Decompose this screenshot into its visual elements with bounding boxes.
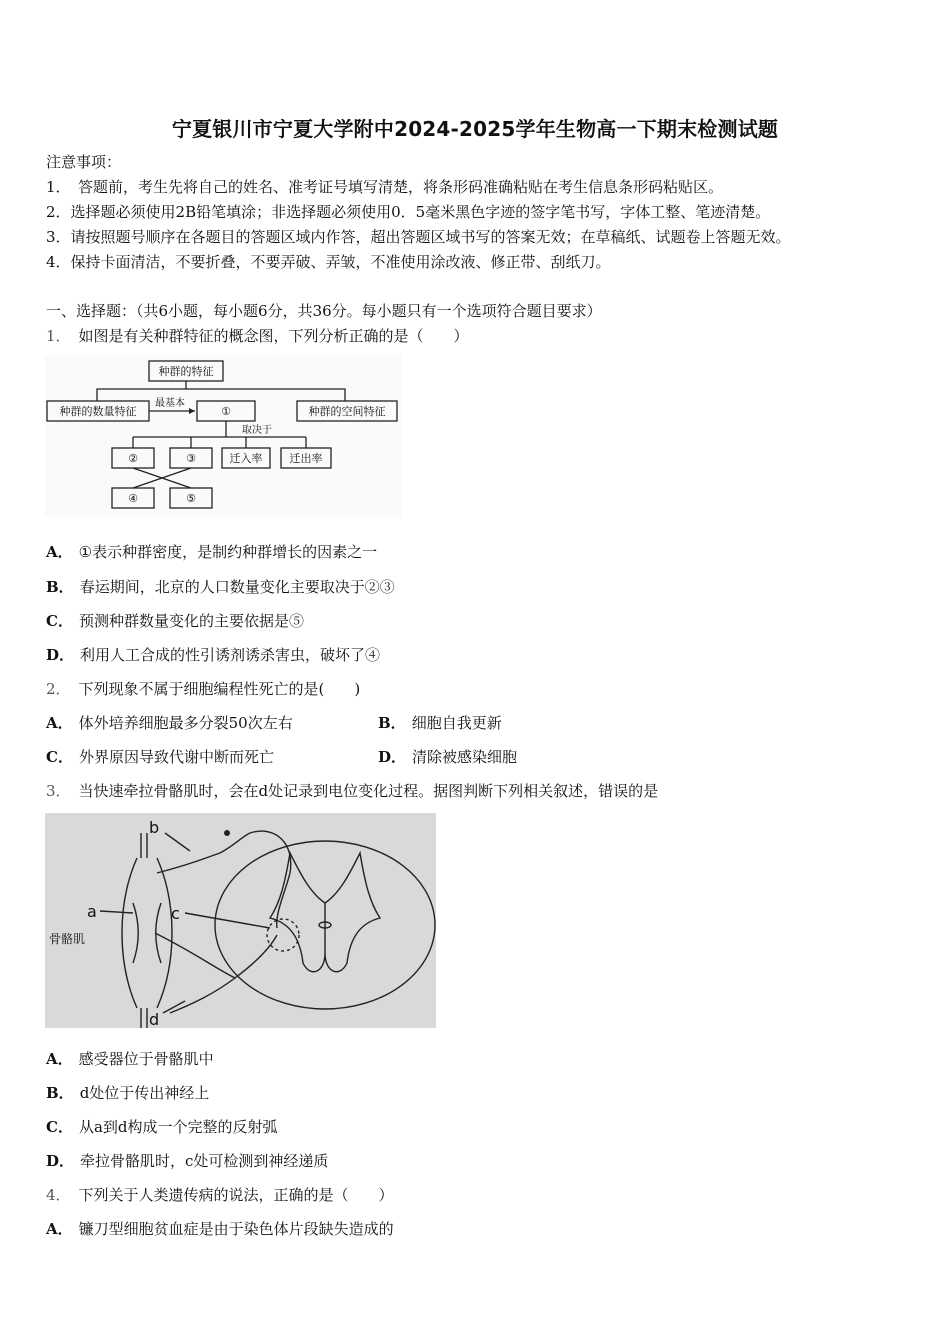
diagram-center-label: ① — [221, 405, 231, 418]
q3-option-c: C． 从a到d构成一个完整的反射弧 — [46, 1118, 278, 1136]
question-number: 3． — [46, 782, 71, 800]
question-text: 当快速牵拉骨骼肌时，会在d处记录到电位变化过程。据图判断下列相关叙述，错误的是 — [78, 782, 659, 800]
page-title: 宁夏银川市宁夏大学附中2024-2025学年生物高一下期末检测试题 — [171, 117, 779, 141]
reflex-arc-figure — [45, 813, 436, 1028]
notice-item: 4．保持卡面清洁，不要折叠，不要弄破、弄皱，不准使用涂改液、修正带、刮纸刀。 — [46, 253, 611, 271]
q1-option-b: B． 春运期间，北京的人口数量变化主要取决于②③ — [46, 578, 395, 596]
q2-option-a: A． 体外培养细胞最多分裂50次左右 — [46, 714, 293, 732]
q2-option-b: B． 细胞自我更新 — [378, 714, 502, 732]
section-heading: 一、选择题：（共6小题，每小题6分，共36分。每小题只有一个选项符合题目要求） — [46, 302, 602, 320]
question-number: 2． — [46, 680, 71, 698]
question-number: 1． — [46, 327, 71, 345]
diagram-left-label: 种群的数量特征 — [59, 405, 137, 418]
figure-label-c: c — [171, 904, 180, 923]
question-4-stem — [46, 1185, 394, 1205]
question-text: 下列现象不属于细胞编程性死亡的是( ) — [78, 680, 361, 698]
diagram-node-immigration: 迁入率 — [229, 452, 263, 465]
diagram-node-2: ② — [128, 452, 138, 465]
q1-option-c: C． 预测种群数量变化的主要依据是⑤ — [46, 612, 304, 630]
question-2-stem — [46, 679, 360, 699]
diagram-node-emigration: 迁出率 — [289, 452, 323, 465]
diagram-node-4: ④ — [128, 492, 138, 505]
q2-option-d: D． 清除被感染细胞 — [378, 748, 518, 766]
figure-label-b: b — [149, 818, 160, 837]
diagram-depends-label: 取决于 — [242, 425, 272, 436]
notice-item: 3．请按照题号顺序在各题目的答题区域内作答，超出答题区域书写的答案无效；在草稿纸、试题卷上答题无效。 — [46, 228, 791, 246]
q3-option-a: A． 感受器位于骨骼肌中 — [46, 1050, 214, 1068]
question-text: 如图是有关种群特征的概念图，下列分析正确的是（ ） — [78, 327, 469, 345]
q3-option-d: D． 牵拉骨骼肌时，c处可检测到神经递质 — [46, 1152, 329, 1170]
diagram-node-5: ⑤ — [186, 492, 196, 505]
figure-label-muscle: 骨骼肌 — [49, 932, 86, 946]
q3-option-b: B． d处位于传出神经上 — [46, 1084, 210, 1102]
question-text: 下列关于人类遗传病的说法，正确的是（ ） — [78, 1186, 394, 1204]
notice-item: 1． 答题前，考生先将自己的姓名、准考证号填写清楚，将条形码准确粘贴在考生信息条形码粘贴区。 — [46, 178, 724, 196]
question-3-stem — [46, 781, 658, 801]
q1-option-a: A． ①表示种群密度，是制约种群增长的因素之一 — [46, 543, 378, 561]
figure-label-a: a — [87, 902, 97, 921]
q2-option-c: C． 外界原因导致代谢中断而死亡 — [46, 748, 274, 766]
diagram-top-label: 种群的特征 — [158, 365, 214, 378]
figure-label-d: d — [149, 1010, 160, 1028]
notice-item: 2．选择题必须使用2B铅笔填涂；非选择题必须使用0．5毫米黑色字迹的签字笔书写，字体工整、笔迹清楚。 — [46, 203, 771, 221]
diagram-right-label: 种群的空间特征 — [308, 405, 386, 418]
diagram-edge-label: 最基本 — [155, 398, 185, 409]
q4-option-a: A． 镰刀型细胞贫血症是由于染色体片段缺失造成的 — [46, 1220, 394, 1238]
question-number: 4． — [46, 1186, 71, 1204]
electrode-dot — [224, 830, 230, 836]
question-1-stem — [46, 326, 469, 346]
diagram-node-3: ③ — [186, 452, 196, 465]
q1-option-d: D． 利用人工合成的性引诱剂诱杀害虫，破坏了④ — [46, 646, 381, 664]
notice-heading: 注意事项： — [46, 153, 122, 171]
population-concept-diagram — [45, 355, 402, 517]
